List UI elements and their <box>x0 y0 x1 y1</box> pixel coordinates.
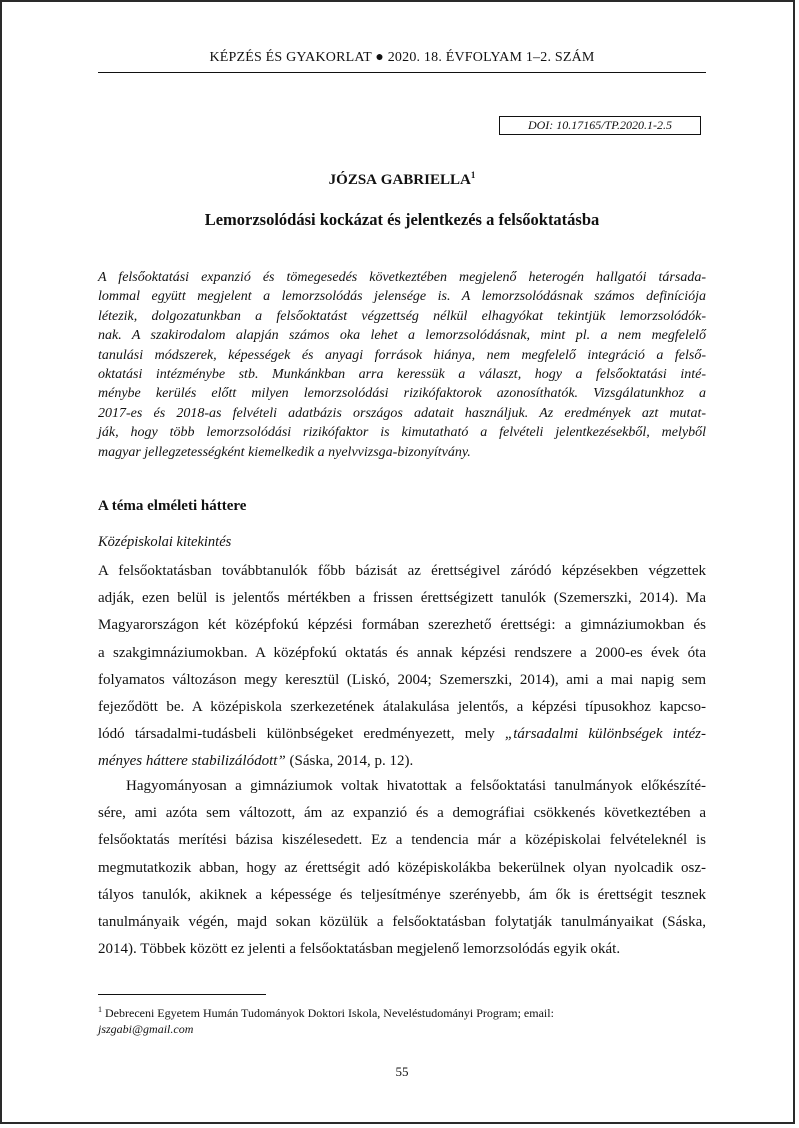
footnote-text: Debreceni Egyetem Humán Tudományok Doktori Iskola, Neveléstudományi Program; email: <box>102 1006 554 1020</box>
abstract-line: oktatási intézménybe stb. Munkánkban arra keressük a választ, hogy a felsőoktatási inté- <box>98 367 706 383</box>
paragraph-line: A felsőoktatásban továbbtanulók főbb bázisát az érettségivel záródó képzésekben végzettek <box>98 563 706 579</box>
abstract-line: lommal együtt megjelent a lemorzsolódás jelensége is. A lemorzsolódásnak számos definíciója <box>98 289 706 305</box>
author-initial: J <box>328 172 337 188</box>
paragraph-line: sére, ami azóta sem változott, ám az expanzió és a demográfiai csökkenés következtében a <box>98 805 706 822</box>
abstract-line: 2017-es és 2018-as felvételi adatbázis országos adatait használjuk. Az eredmények azt mutat- <box>98 405 706 421</box>
author-given-initial: G <box>380 172 393 188</box>
paragraph-line: felsőoktatás merítési bázisa kiszélesedett. Ez a tendencia már a középiskolai felvételeknél is <box>98 832 706 849</box>
paragraph-line: Hagyományosan a gimnáziumok voltak hivatottak a felsőoktatási tanulmányok előkészíté- <box>126 778 706 794</box>
abstract-line: magyar jellegzetességként kiemelkedik a nyelvvizsga-bizonyítvány. <box>98 444 471 460</box>
body-paragraph-2 <box>98 773 706 963</box>
page-number: 55 <box>395 1064 409 1079</box>
footnote-mark: 1 <box>98 1005 102 1014</box>
abstract-line: létezik, dolgozatunkban a felsőoktatást végzettség nélkül elhagyókat tekintjük lemorzsolódók- <box>98 308 706 324</box>
paragraph-line: lódó társadalmi-tudásbeli különbségeket eredményezett, mely „társadalmi különbségek intéz- <box>98 726 706 743</box>
author-name <box>98 170 706 189</box>
body-paragraph-1 <box>98 558 706 776</box>
paragraph-line: 2014). Többek között ez jelenti a felsőoktatásban megjelenő lemorzsolódás egyik okát. <box>98 941 621 958</box>
paragraph-line: tályos tanulók, akiknek a képessége és teljesítménye szerényebb, ám ők is érettségit tesznek <box>98 886 706 903</box>
paragraph-line: adják, ezen belül is jelentős mértékben a frissen érettségizett tanulók (Szemerszki, 2014). Ma <box>98 590 706 607</box>
abstract-line: tanulási módszerek, képességek és anyagi források hiánya, nem megfelelő integráció a felső- <box>98 347 706 363</box>
citation: (Sáska, 2014, p. 12). <box>285 753 414 770</box>
header-rule <box>98 72 706 73</box>
abstract-line: ják, hogy több lemorzsolódási rizikófaktor is kimutatható a felvételi jelentkezésekből, melyből <box>98 425 706 441</box>
author-surname-rest: ÓZSA <box>336 172 378 188</box>
abstract <box>98 268 706 462</box>
paragraph-line: a szakgimnáziumokban. A középfokú oktatás és annak képzési rendszere a 2000-es évek óta <box>98 644 706 661</box>
running-header: KÉPZÉS ÉS GYAKORLAT ● 2020. 18. ÉVFOLYAM 1–2. SZÁM <box>209 50 595 65</box>
paragraph-line: tanulmányaik végén, majd sokan közülük a felsőoktatásban folytatják tanulmányaikat (Sáska, <box>98 914 706 931</box>
doi-box: DOI: 10.17165/TP.2020.1-2.5 <box>499 116 701 135</box>
author-given-rest: ABRIELLA <box>392 172 471 188</box>
footnote-email[interactable]: jszgabi@gmail.com <box>98 1022 194 1036</box>
article-title: Lemorzsolódási kockázat és jelentkezés a felsőoktatásba <box>204 210 600 229</box>
paragraph-line <box>98 748 706 775</box>
section-heading: A téma elméleti háttere <box>98 498 247 514</box>
quote-part-a: „társadalmi különbségek intéz- <box>494 726 706 743</box>
footnote-rule <box>98 994 266 995</box>
paragraph-line: folyamatos változáson megy keresztül (Liskó, 2004; Szemerszki, 2014), ami a mai napig sem <box>98 671 706 688</box>
abstract-line: nak. A szakirodalom alapján számos oka lehet a lemorzsolódásnak, mint pl. a nem megfelelő <box>98 328 706 344</box>
abstract-line: A felsőoktatási expanzió és tömegesedés következtében megjelenő heterogén hallgatói társada- <box>98 270 706 285</box>
footnote-ref[interactable]: 1 <box>470 170 476 180</box>
footnote <box>98 1002 706 1037</box>
paragraph-line: Magyarországon két középfokú képzési formában szerezhető érettségi: a gimnáziumokban és <box>98 617 706 634</box>
abstract-line: ménybe kerülés előtt milyen lemorzsolódási rizikófaktorok azonosíthatók. Vizsgálatunkhoz a <box>98 386 706 402</box>
paragraph-line: megmutatkozik abban, hogy az érettségit adó középiskolákba bekerülnek olyan nyolcadik osz- <box>98 859 706 876</box>
paragraph-line: fejeződött be. A középiskola szerkezetének átalakulása jelentős, a képzési típusokhoz kapcso- <box>98 699 706 716</box>
quote-part-b: ményes háttere stabilizálódott” <box>98 753 286 770</box>
subsection-heading: Középiskolai kitekintés <box>98 534 232 550</box>
